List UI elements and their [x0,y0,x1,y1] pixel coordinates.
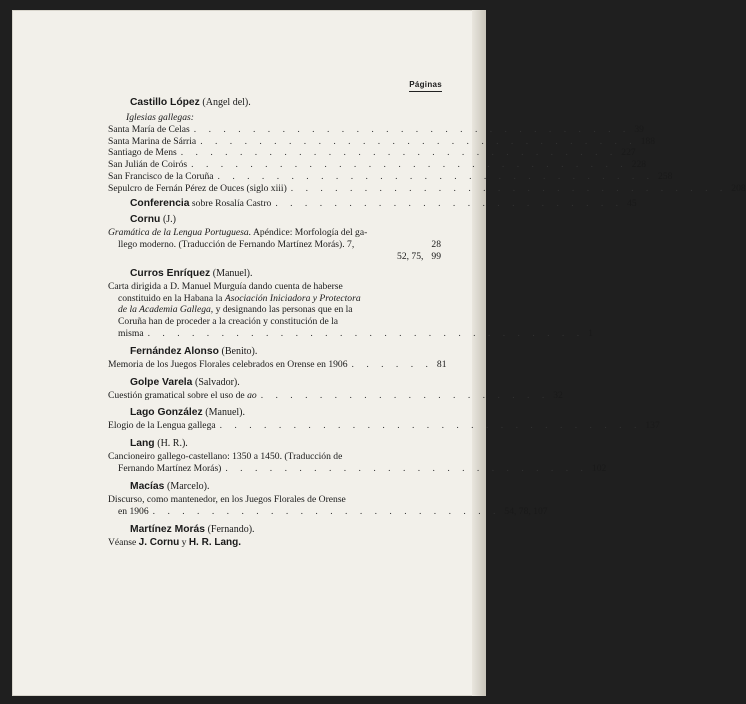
author-surname: Cornu [130,214,161,226]
entry-text: Santa María de Celas [108,123,190,135]
book-page [12,10,746,696]
author-heading [130,266,441,281]
entry-text: Cuestión gramatical sobre el uso de [108,389,245,401]
author-surname: Golpe Varela [130,376,193,388]
entry-text: Carta dirigida a D. Manuel Murguía dando cuenta de haberse [108,280,343,292]
see-reference-link[interactable]: J. Cornu [138,537,180,549]
index-entry [108,493,548,518]
entry-text-italic: ao [247,389,257,401]
page-number: 39 [634,123,644,135]
leader-dots: . . . . . . . . . . . . . . . . . . . . . . . . . . . . . . [290,182,728,194]
page-number: 208 [731,182,746,194]
index-entry [108,227,441,262]
index-entry [108,280,593,340]
index-entry [108,170,673,183]
author-surname: Macías [130,480,165,492]
page-number: 32 [553,389,563,401]
author-heading [130,479,441,494]
pages-column-header: Páginas [409,80,442,92]
page-spine [472,10,486,696]
author-surname: Lang [130,438,155,450]
page-number: 99 [431,250,441,262]
entry-text: San Francisco de la Coruña [108,170,214,182]
entry-text: Coruña han de proceder a la creación y constitución de la [118,316,339,328]
index-entry [108,159,647,171]
entry-text: en 1906 [118,505,149,517]
index-entry [108,420,660,432]
author-heading [130,405,441,420]
author-given-name: (Salvador). [195,376,240,388]
author-heading [130,212,441,227]
author-given-name: (Angel del). [202,97,251,108]
leader-dots: . . . . . . . . . . . . . . . . . . . . . . . . [152,505,501,517]
author-heading [130,344,441,359]
author-surname: Castillo López [130,97,200,108]
author-surname: Lago González [130,407,203,419]
page-numbers: 54, 78, 107 [504,505,548,517]
page-number: 228 [631,159,647,171]
leader-dots: . . . . . . . . . . . . . . . . . . . . . . . . . . . . . [219,420,642,432]
index-entry [108,147,636,159]
author-heading [130,436,441,451]
leader-dots: . . . . . . . . . . . . . . . . . . . . . . . . . . . . . . [191,159,628,171]
subsection-title: Iglesias gallegas: [126,112,194,123]
entry-text: Discurso, como mantenedor, en los Juegos Florales de Orense [108,493,346,505]
index-entry [108,182,746,195]
author-surname: Curros Enríquez [130,267,211,279]
index-entry [108,358,447,371]
entry-text: constituido en la Habana la [118,292,223,304]
author-given-name: (Fernando). [207,524,255,536]
page-number: 1 [588,327,593,339]
page-numbers: 52, 75, [397,250,424,262]
page-number: 102 [591,462,607,474]
entry-text-italic: de la Academia Gallega, [118,304,214,316]
page-number: 137 [645,420,660,432]
page-number: 258 [658,170,673,182]
author-heading [130,95,441,110]
author-given-name: (J.) [162,214,176,226]
page-number: 45 [627,197,637,209]
cross-reference [108,537,441,549]
entry-text: sobre Rosalía Castro [191,197,272,209]
entry-text: Memoria de los Juegos Florales celebrados en Orense en 1906 [108,358,348,370]
entry-list [108,123,746,195]
leader-dots: . . . . . . . . . . . . . . . . . . . . . . . . . [225,462,588,474]
work-title: Gramática de la Lengua Portuguesa. [108,227,252,239]
entry-text: Apéndice: Morfología del ga- [252,227,368,239]
index-entry [108,197,637,210]
author-given-name: (Benito). [221,345,258,357]
entry-keyword: Conferencia [130,197,190,209]
entry-text: Fernando Martínez Morás) [118,462,222,474]
author-surname: Martínez Morás [130,524,205,536]
leader-dots: . . . . . . . . . . . . . . . . . . . . [260,389,550,401]
see-reference-link[interactable]: H. R. Lang. [188,537,242,549]
page-number: 81 [436,358,447,370]
page-number: 188 [640,135,656,147]
leader-dots: . . . . . . [351,358,433,370]
entry-text: y designando las personas que en la [215,304,353,316]
leader-dots: . . . . . . . . . . . . . . . . . . . . . . . . [275,197,624,209]
author-given-name: (Manuel). [205,407,246,419]
page-number: 227 [621,147,636,159]
entry-text: misma [118,327,144,339]
index-entry [108,135,656,148]
entry-text: Elogio de la Lengua gallega [108,420,216,432]
entry-text-italic: Asociación Iniciadora y Protectora [224,292,361,304]
leader-dots: . . . . . . . . . . . . . . . . . . . . . . . . . . . . . . [180,147,618,159]
entry-text: Sepulcro de Fernán Pérez de Ouces (siglo xiii) [108,182,287,194]
index-entry [108,451,607,475]
author-given-name: (Manuel). [212,267,253,279]
leader-dots: . . . . . . . . . . . . . . . . . . . . . . . . . . . . . . [200,135,637,147]
leader-dots: . . . . . . . . . . . . . . . . . . . . . . . . . . . . . . [193,123,631,135]
see-prefix: Véanse [108,537,137,549]
author-given-name: (H. R.). [157,438,188,450]
page-number: 28 [431,239,441,251]
entry-text: Santa Marina de Sárria [108,135,197,147]
index-entry [108,389,563,402]
author-given-name: (Marcelo). [166,480,210,492]
leader-dots: . . . . . . . . . . . . . . . . . . . . . . . . . . . . . . [147,327,585,339]
see-conjunction: y [181,537,187,549]
entry-text: Cancioneiro gallego-castellano: 1350 a 1450. (Traducción de [108,451,343,463]
index-entry [108,123,644,136]
entry-text: Santiago de Mens [108,147,177,159]
index-content [108,95,746,549]
author-heading [130,375,441,390]
entry-text: llego moderno. (Traducción de Fernando Martínez Morás). 7, [118,239,355,251]
entry-text: San Julián de Coirós [108,159,188,171]
leader-dots: . . . . . . . . . . . . . . . . . . . . . . . . . . . . . . [217,170,655,182]
author-heading [130,522,441,537]
author-surname: Fernández Alonso [130,345,219,357]
